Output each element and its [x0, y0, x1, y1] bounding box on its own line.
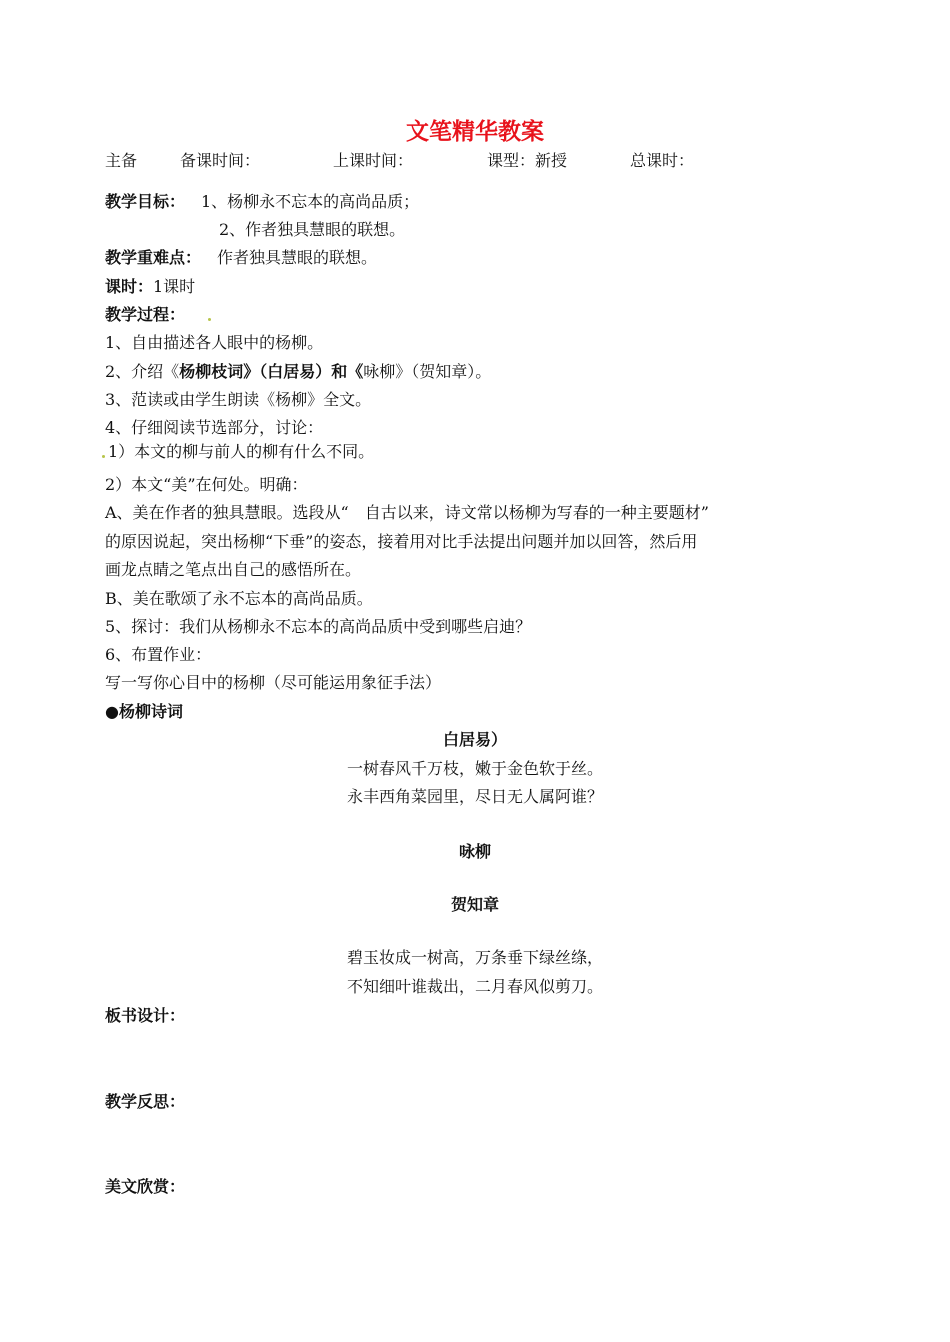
homework: 写一写你心目中的杨柳（尽可能运用象征手法） [105, 673, 442, 692]
poems-heading: ●杨柳诗词 [105, 702, 183, 721]
difficulty-label: 教学重难点： [105, 248, 202, 267]
mark-dot [102, 455, 105, 458]
poem1-author: 白居易） [442, 730, 507, 749]
goals-item-2: 2、作者独具慧眼的联想。 [219, 220, 406, 239]
poem2-line-2: 不知细叶谁裁出，二月春风似剪刀。 [346, 977, 603, 996]
answer-b: B、美在歌颂了永不忘本的高尚品质。 [105, 589, 373, 608]
mark-dot [208, 318, 211, 321]
poem2-author: 贺知章 [450, 895, 499, 914]
process-step-1: 1、自由描述各人眼中的杨柳。 [105, 333, 324, 352]
process-step-6: 6、布置作业： [105, 645, 212, 664]
period-text: 1课时 [153, 277, 196, 296]
header-zongkeshi: 总课时： [630, 151, 695, 170]
poem1-line-2: 永丰西角菜园里，尽日无人属阿谁？ [346, 787, 603, 806]
poem2-title: 咏柳 [458, 842, 491, 861]
document-title: 文笔精华教案 [406, 119, 544, 145]
header-beike: 备课时间： [180, 151, 261, 170]
header-zhubei: 主备 [105, 151, 138, 170]
poem2-line-1: 碧玉妆成一树高，万条垂下绿丝绦， [346, 948, 603, 967]
answer-a-line-3: 画龙点睛之笔点出自己的感悟所在。 [105, 560, 362, 579]
period-label: 课时： [105, 277, 154, 296]
process-label: 教学过程： [105, 305, 186, 324]
appreciation-label: 美文欣赏： [105, 1177, 186, 1196]
step2-suffix: 咏柳》（贺知章）。 [363, 362, 492, 381]
difficulty-text: 作者独具慧眼的联想。 [217, 248, 378, 267]
poem1-line-1: 一树春风千万枝，嫩于金色软于丝。 [346, 759, 603, 778]
header-kexing: 课型：新授 [487, 151, 568, 170]
process-step-4: 4、仔细阅读节选部分，讨论： [105, 418, 324, 437]
process-step-5: 5、探讨：我们从杨柳永不忘本的高尚品质中受到哪些启迪？ [105, 617, 532, 636]
question-2: 2）本文“美”在何处。明确： [105, 475, 308, 494]
header-shangke: 上课时间： [333, 151, 414, 170]
process-step-3: 3、范读或由学生朗读《杨柳》全文。 [105, 390, 372, 409]
answer-a-line-1: A、美在作者的独具慧眼。选段从“ 自古以来，诗文常以杨柳为写春的一种主要题材” [105, 503, 709, 522]
board-design-label: 板书设计： [105, 1006, 186, 1025]
reflection-label: 教学反思： [105, 1092, 186, 1111]
step2-prefix: 2、介绍《 [105, 362, 180, 381]
answer-a-line-2: 的原因说起，突出杨柳“下垂”的姿态，接着用对比手法提出问题并加以回答，然后用 [105, 532, 698, 551]
question-1: 1）本文的柳与前人的柳有什么不同。 [108, 442, 375, 461]
goals-label: 教学目标： [105, 192, 186, 211]
goals-item-1: 1、杨柳永不忘本的高尚品质； [201, 192, 420, 211]
step2-bold: 杨柳枝词》（白居易）和《 [179, 362, 364, 381]
process-step-2 [105, 361, 491, 383]
